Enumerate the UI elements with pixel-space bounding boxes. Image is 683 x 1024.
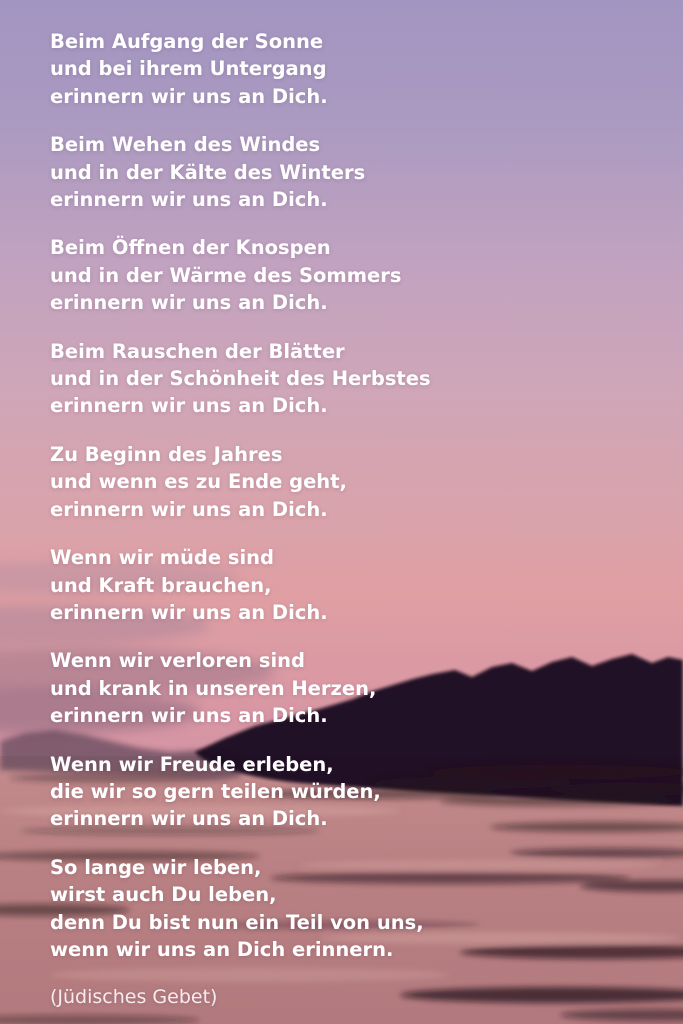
poem-line: und krank in unseren Herzen, <box>50 676 377 700</box>
poem-line: und wenn es zu Ende geht, <box>50 470 347 494</box>
poem-line: Beim Aufgang der Sonne <box>50 30 324 53</box>
poem-line: und in der Wärme des Sommers <box>50 263 402 287</box>
poem-line: Wenn wir verloren sind <box>50 649 305 673</box>
poem-line: wenn wir uns an Dich erinnern. <box>50 937 394 961</box>
attribution: (Jüdisches Gebet) <box>50 986 218 1009</box>
poem-line: Wenn wir Freude erleben, <box>50 752 334 776</box>
stanza-6 <box>50 544 655 626</box>
stanza-8 <box>50 751 655 833</box>
stanza-9 <box>50 854 655 964</box>
poem-line: Beim Rauschen der Blätter <box>50 339 345 363</box>
poem-line: erinnern wir uns an Dich. <box>50 84 328 108</box>
poem-line: und in der Schönheit des Herbstes <box>50 367 431 391</box>
poem-line: erinnern wir uns an Dich. <box>50 394 328 418</box>
poem-line: und in der Kälte des Winters <box>50 160 366 184</box>
stanza-3 <box>50 234 655 316</box>
stanza-7 <box>50 647 655 729</box>
stanza-4 <box>50 338 655 420</box>
poem-line: und bei ihrem Untergang <box>50 57 327 81</box>
poem-line: Beim Öffnen der Knospen <box>50 236 331 260</box>
stanza-1 <box>50 28 655 110</box>
poem-line: denn Du bist nun ein Teil von uns, <box>50 910 424 934</box>
poem-line: die wir so gern teilen würden, <box>50 779 381 803</box>
poem-line: wirst auch Du leben, <box>50 883 277 907</box>
poem-line: und Kraft brauchen, <box>50 573 272 597</box>
poem <box>50 28 655 1012</box>
poem-line: So lange wir leben, <box>50 855 262 879</box>
poem-line: erinnern wir uns an Dich. <box>50 291 328 315</box>
poem-line: erinnern wir uns an Dich. <box>50 497 328 521</box>
poem-line: Zu Beginn des Jahres <box>50 442 283 466</box>
poem-line: erinnern wir uns an Dich. <box>50 600 328 624</box>
stanza-2 <box>50 131 655 213</box>
poem-line: erinnern wir uns an Dich. <box>50 807 328 831</box>
poem-line: erinnern wir uns an Dich. <box>50 188 328 212</box>
stanza-5 <box>50 441 655 523</box>
poem-line: Beim Wehen des Windes <box>50 133 321 157</box>
poem-line: Wenn wir müde sind <box>50 546 275 570</box>
poem-line: erinnern wir uns an Dich. <box>50 704 328 728</box>
